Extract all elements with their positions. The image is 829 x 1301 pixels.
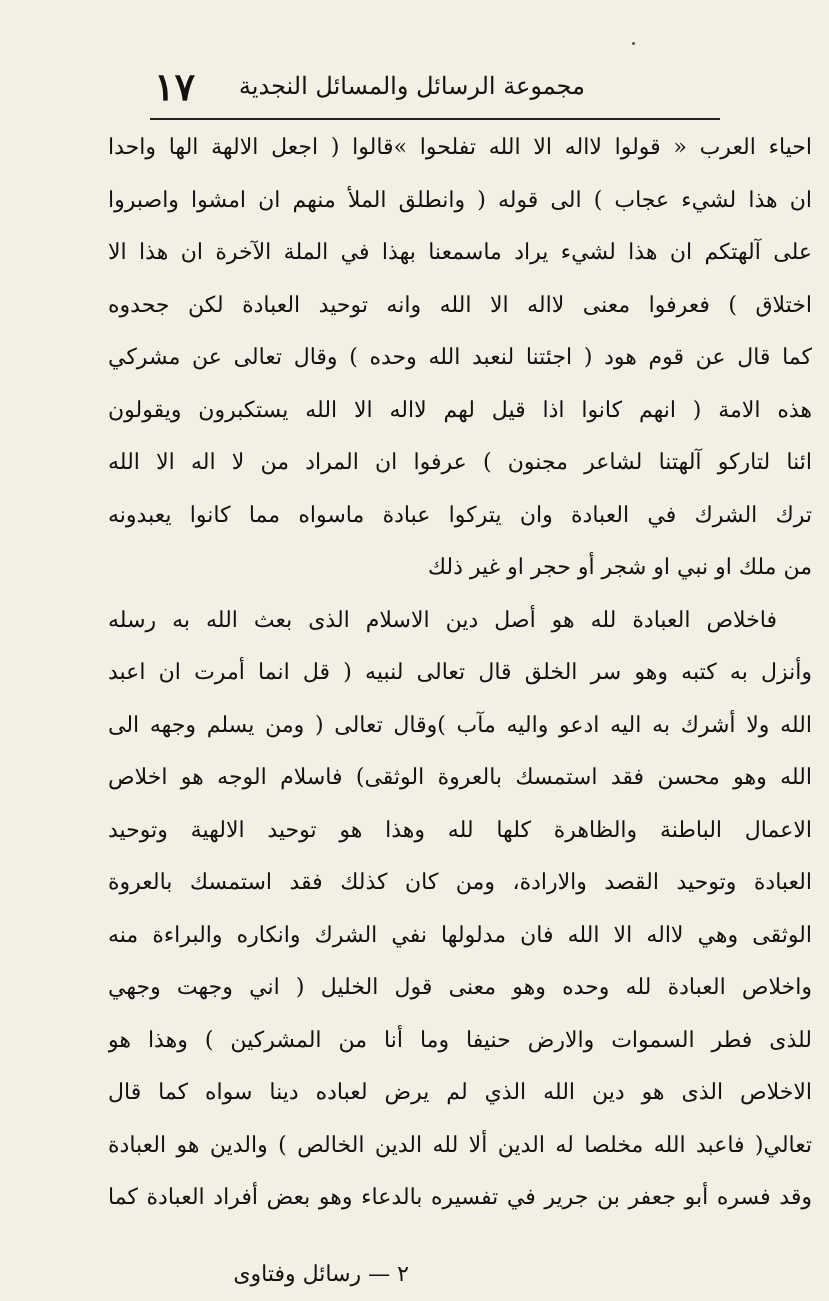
- text-line: كما قال عن قوم هود ( اجئتنا لنعبد الله وحده ) وقال تعالى عن مشركي: [108, 345, 812, 370]
- text-line: فاخلاص العبادة لله هو أصل دين الاسلام الذى بعث الله به رسله: [108, 607, 777, 633]
- text-line: ترك الشرك في العبادة وان يتركوا عبادة ماسواه مما كانوا يعبدونه: [108, 502, 812, 528]
- text-line: تعالي( فاعبد الله مخلصا له الدين ألا لله الدين الخالص ) والدين هو العبادة: [108, 1132, 812, 1158]
- text-line: ائنا لتاركو آلهتنا لشاعر مجنون ) عرفوا ان المراد من لا اله الا الله: [108, 450, 812, 475]
- text-line: احياء العرب « قولوا لااله الا الله تفلحوا »قالوا ( اجعل الالهة الها واحدا: [108, 135, 812, 160]
- text-line: العبادة وتوحيد القصد والارادة، ومن كان كذلك فقد استمسك بالعروة: [108, 870, 812, 895]
- paragraph-1: [108, 122, 812, 595]
- text-line: اختلاق ) فعرفوا معنى لااله الا الله وانه توحيد العبادة لكن جحدوه: [108, 292, 812, 318]
- text-line: الله وهو محسن فقد استمسك بالعروة الوثقى) فاسلام الوجه هو اخلاص: [108, 765, 812, 790]
- signature-mark: ٢ — رسائل وفتاوى: [233, 1262, 409, 1287]
- text-line: وأنزل به كتبه وهو سر الخلق قال تعالى لنبيه ( قل انما أمرت ان اعبد: [108, 660, 812, 685]
- text-line: وقد فسره أبو جعفر بن جرير في تفسيره بالدعاء وهو بعض أفراد العبادة كما: [108, 1185, 812, 1210]
- text-line: على آلهتكم ان هذا لشيء يراد ماسمعنا بهذا في الملة الآخرة ان هذا الا: [108, 240, 812, 265]
- text-line: الله ولا أشرك به اليه ادعو واليه مآب )وقال تعالى ( ومن يسلم وجهه الى: [108, 712, 812, 738]
- text-line: من ملك او نبي او شجر أو حجر او غير ذلك: [427, 555, 812, 580]
- text-line: الاخلاص الذى هو دين الله الذي لم يرض لعباده دينا سواه كما قال: [108, 1080, 812, 1105]
- text-line: ان هذا لشيء عجاب ) الى قوله ( وانطلق الملأ منهم ان امشوا واصبروا: [108, 187, 812, 213]
- body-text: [108, 122, 812, 1225]
- page-number: ١٧: [154, 64, 195, 109]
- text-line: الاعمال الباطنة والظاهرة كلها لله وهذا هو توحيد الالهية وتوحيد: [108, 817, 812, 843]
- ink-speck: [632, 42, 635, 45]
- text-line: هذه الامة ( انهم كانوا اذا قيل لهم لااله الا الله يستكبرون ويقولون: [108, 397, 812, 423]
- text-line: للذى فطر السموات والارض حنيفا وما أنا من المشركين ) وهذا هو: [108, 1027, 812, 1053]
- text-line: واخلاص العبادة لله وحده وهو معنى قول الخليل ( اني وجهت وجهي: [108, 975, 812, 1000]
- page-header: [150, 62, 720, 120]
- text-line: الوثقى وهي لااله الا الله فان مدلولها نفي الشرك وانكاره والبراءة منه: [108, 922, 812, 948]
- running-title: مجموعة الرسائل والمسائل النجدية: [238, 72, 585, 100]
- paragraph-2: [108, 595, 812, 1225]
